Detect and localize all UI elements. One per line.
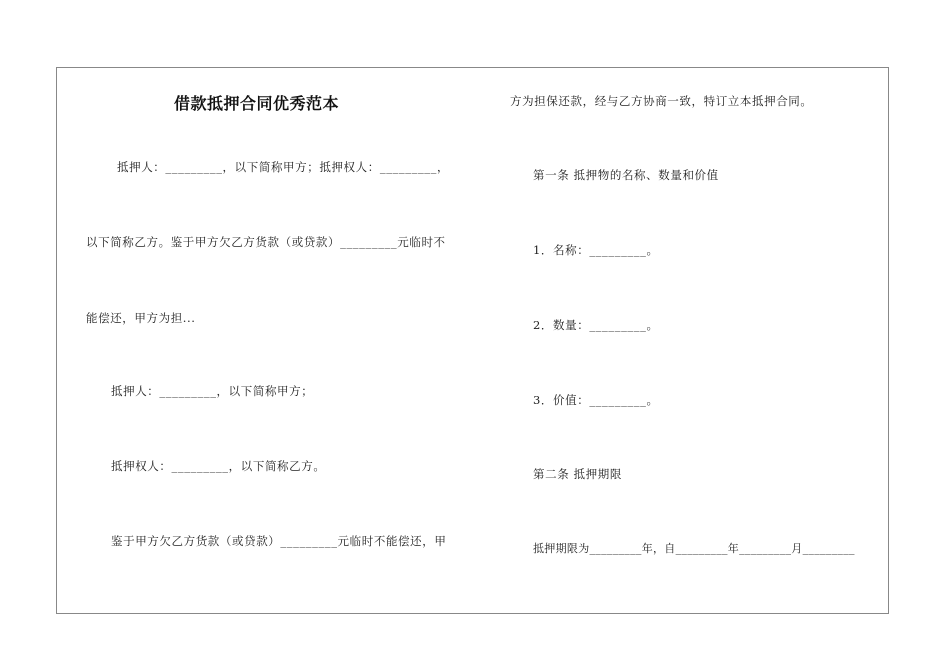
item-value-line: 3．价值：_________。 [533,393,659,407]
intro-line-2: 以下简称乙方。鉴于甲方欠乙方货款（或贷款）_________元临时不 [86,235,446,249]
item-name-line: 1．名称：_________。 [533,243,659,257]
intro-line-3: 能偿还，甲方为担... [86,311,196,325]
page-border [56,67,889,614]
intro-line-1: 抵押人：_________，以下简称甲方；抵押权人：_________， [117,160,450,174]
item-quantity-line: 2．数量：_________。 [533,318,659,332]
article-2-heading: 第二条 抵押期限 [533,467,622,481]
whereas-line: 鉴于甲方欠乙方货款（或贷款）_________元临时不能偿还，甲 [111,534,447,548]
article-1-heading: 第一条 抵押物的名称、数量和价值 [533,168,719,182]
term-line: 抵押期限为_________年，自_________年_________月_________ [533,542,855,555]
pledgee-line: 抵押权人：_________，以下简称乙方。 [111,459,326,473]
pledgor-line: 抵押人：_________，以下简称甲方； [111,384,314,398]
continuation-line: 方为担保还款，经与乙方协商一致，特订立本抵押合同。 [510,94,813,108]
document-title: 借款抵押合同优秀范本 [174,94,340,113]
